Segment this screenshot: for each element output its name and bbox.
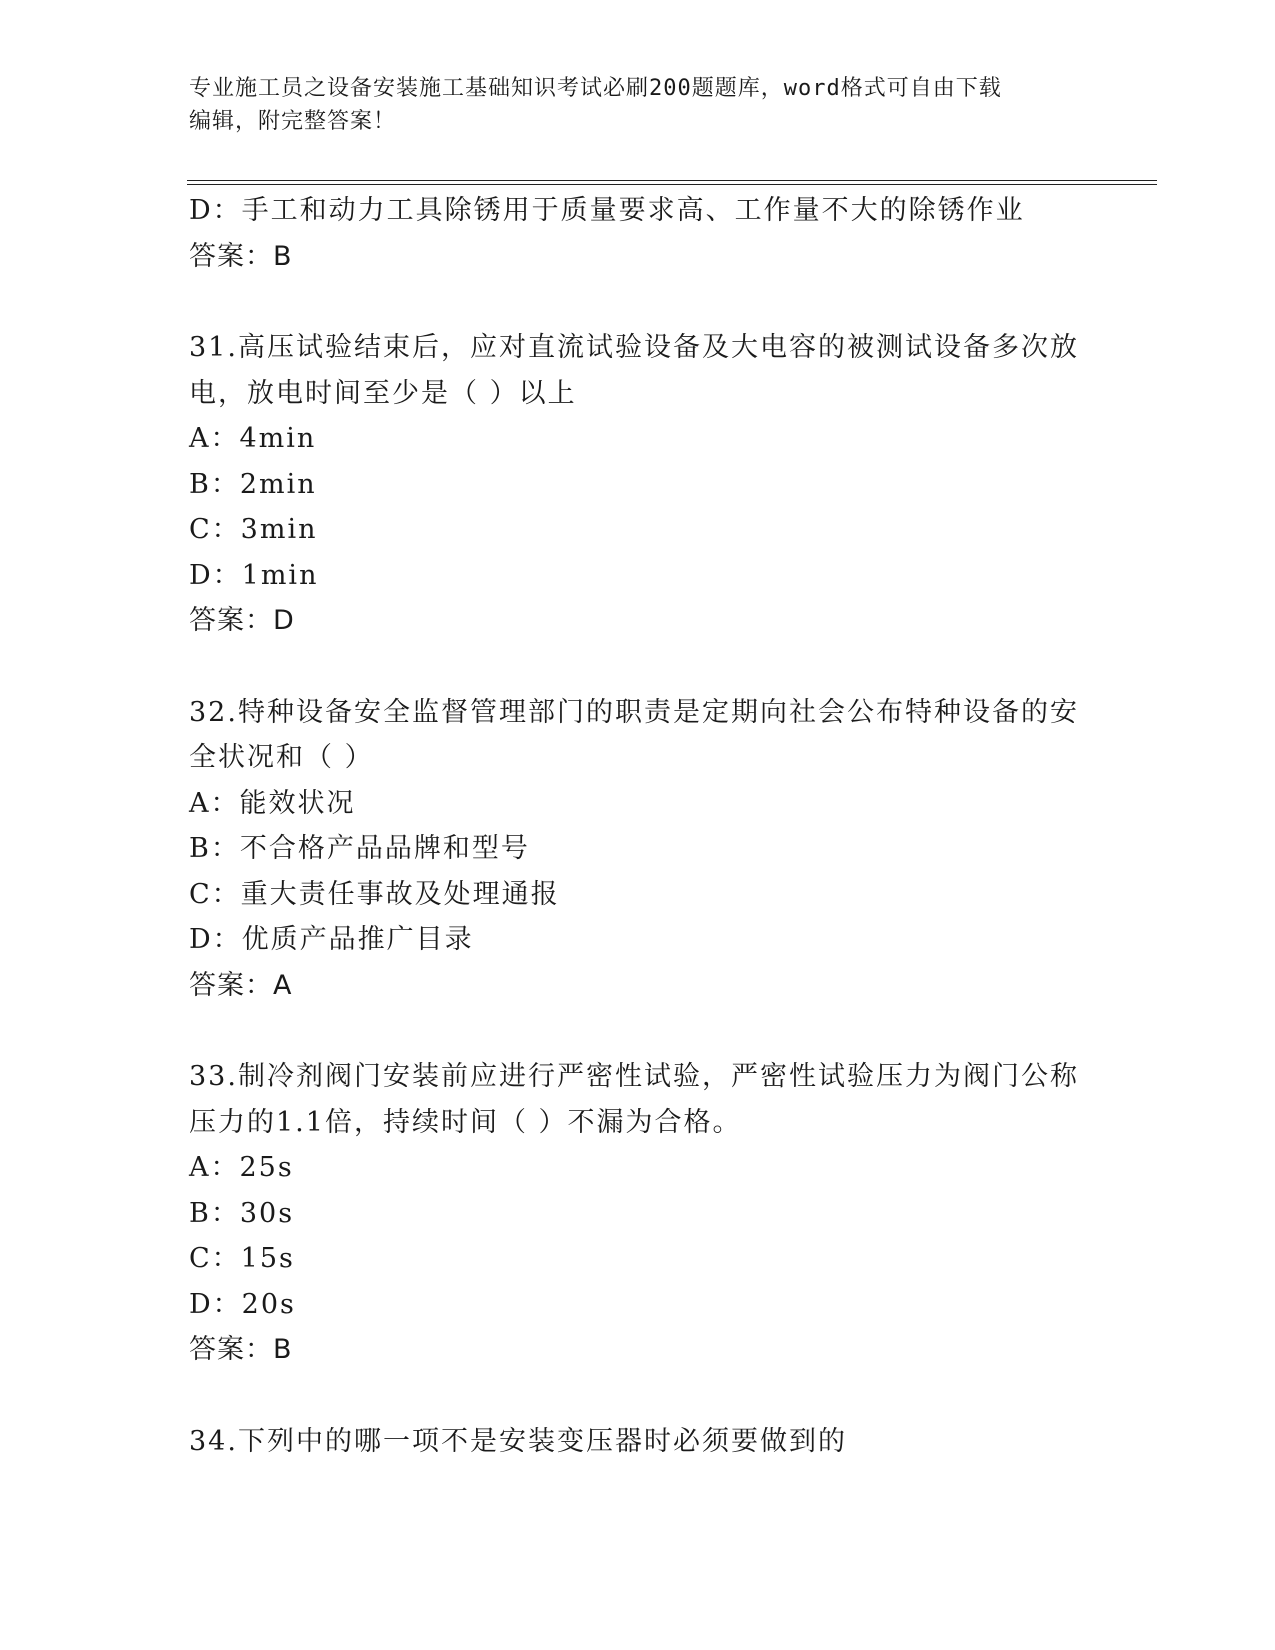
option-d: D：手工和动力工具除锈用于质量要求高、工作量不大的除锈作业 <box>189 195 1025 226</box>
question-32 <box>189 690 1089 1009</box>
question-31 <box>189 325 1089 644</box>
option-a: A：25s <box>189 1152 294 1183</box>
spacer <box>189 279 1089 325</box>
document-header <box>189 72 1089 138</box>
question-stem-line-2: 压力的1.1倍，持续时间（ ）不漏为合格。 <box>189 1106 742 1138</box>
option-a: A：4min <box>189 423 317 454</box>
option-c: C：15s <box>189 1243 295 1274</box>
question-stem-line-1: 32.特种设备安全监督管理部门的职责是定期向社会公布特种设备的安 <box>189 696 1079 728</box>
option-d: D：优质产品推广目录 <box>189 924 474 955</box>
option-b: B：30s <box>189 1197 295 1229</box>
spacer <box>189 1373 1089 1419</box>
option-a: A：能效状况 <box>189 787 356 819</box>
question-34 <box>189 1419 1089 1465</box>
question-33 <box>189 1054 1089 1373</box>
option-d: D：20s <box>189 1288 296 1320</box>
question-stem-line-1: 33.制冷剂阀门安装前应进行严密性试验，严密性试验压力为阀门公称 <box>189 1061 1079 1092</box>
option-c: C：3min <box>189 514 318 545</box>
header-title-line-2: 编辑，附完整答案！ <box>189 109 397 134</box>
question-stem-line-1: 31.高压试验结束后，应对直流试验设备及大电容的被测试设备多次放 <box>189 332 1079 363</box>
answer-line: 答案：A <box>189 969 293 1001</box>
document-body <box>189 188 1089 1464</box>
spacer <box>189 644 1089 690</box>
answer-line: 答案：B <box>189 240 293 272</box>
header-title-line-1: 专业施工员之设备安装施工基础知识考试必刷200题题库，word格式可自由下载 <box>189 76 1002 101</box>
option-c: C：重大责任事故及处理通报 <box>189 878 560 910</box>
question-stem-line-1: 34.下列中的哪一项不是安装变压器时必须要做到的 <box>189 1425 847 1457</box>
answer-line: 答案：B <box>189 1334 293 1365</box>
header-divider-bottom <box>187 184 1157 185</box>
header-divider-top <box>187 180 1157 181</box>
previous-question-tail <box>189 188 1089 279</box>
question-stem-line-2: 全状况和（ ） <box>189 742 374 773</box>
option-b: B：不合格产品品牌和型号 <box>189 833 530 864</box>
option-d: D：1min <box>189 559 319 591</box>
spacer <box>189 1008 1089 1054</box>
answer-line: 答案：D <box>189 605 295 636</box>
question-stem-line-2: 电，放电时间至少是（ ）以上 <box>189 377 577 409</box>
option-b: B：2min <box>189 468 317 500</box>
